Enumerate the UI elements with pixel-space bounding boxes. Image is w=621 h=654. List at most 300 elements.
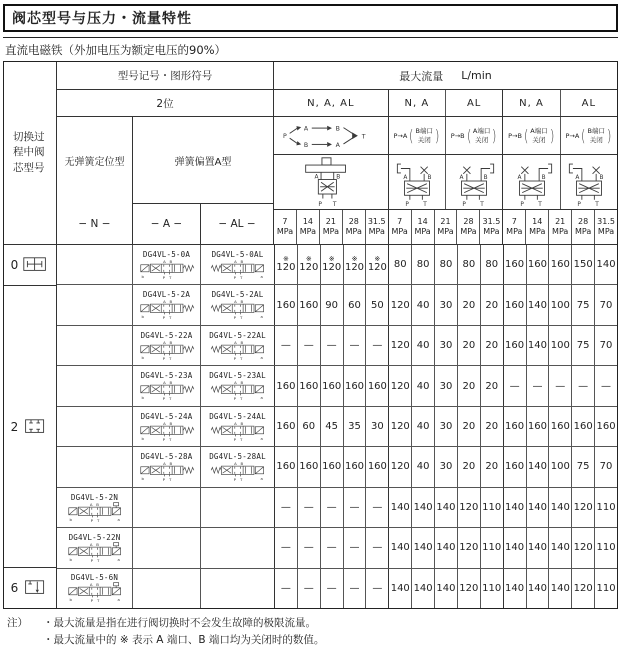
paren-right: ) [492,126,497,145]
value-cell: 160 [505,299,525,311]
valve-symbol-n-icon [63,542,127,563]
row-group-2 [4,285,56,567]
model-cell-a [132,366,200,405]
svg-text:B: B [599,175,604,182]
svg-text:A: A [233,380,237,386]
pressure-unit: MPa [529,227,546,236]
value-cell: 140 [594,245,617,284]
value-cell: 40 [411,326,434,365]
model-number: DG4VL-5-28AL [209,452,266,462]
svg-text:A: A [162,420,166,426]
svg-text:T: T [168,396,171,401]
value-cell: 160 [297,447,320,486]
group-label: N, A, AL [307,97,355,109]
value-cell: 70 [594,285,617,324]
value-group-2 [388,326,502,365]
value-cell: 140 [505,542,525,554]
circuit-diagram-cell [445,155,502,209]
model-cell-n [57,569,132,608]
value-group-2 [388,407,502,446]
spool-number-column [4,245,56,608]
pressure-value: 14 [417,217,428,227]
value-cell: — [297,488,320,527]
table-row [57,527,617,567]
value-group-1 [275,407,388,446]
flow-group-1-pressures [274,210,388,244]
closed-word: 关闭 [589,135,603,144]
row-values [274,285,617,324]
value-cell: 120 [390,420,410,432]
svg-text:T: T [239,355,242,361]
row-values [274,488,617,527]
svg-text:B: B [240,258,243,264]
flow-group-3-diagrams [502,155,617,209]
value-cell: — [365,569,388,608]
model-cell-al [200,488,274,527]
svg-text:T: T [96,517,99,523]
value-cell: — [343,326,366,365]
group-label: AL [560,90,617,116]
svg-text:P: P [577,202,581,208]
valve-circuit-b-open-icon [507,156,557,208]
value-group-2 [388,245,502,284]
svg-text:A: A [233,420,237,426]
svg-text:b: b [140,435,144,441]
svg-text:B: B [169,420,172,426]
model-cell-a [132,488,200,527]
value-cell: 120 [457,569,480,608]
flow-group-1-diagrams [274,155,388,209]
flow-group-3-paths [502,117,617,154]
circuit-diagram-cell [560,155,617,209]
value-group-3 [503,447,617,486]
svg-text:P: P [233,477,236,482]
svg-text:P: P [233,315,236,320]
paren-right: ) [549,126,554,145]
value-cell: 140 [526,569,549,608]
pressure-header-cell [365,210,388,244]
svg-text:b: b [140,314,144,320]
value-cell: 75 [571,285,594,324]
value-cell: 80 [480,245,503,284]
model-number: DG4VL-5-2A [142,290,191,300]
value-group-2 [388,447,502,486]
value-cell: 160 [526,407,549,446]
closed-word: 关闭 [417,135,431,144]
svg-text:P: P [162,436,165,442]
value-cell: 110 [594,569,617,608]
value-cell: 70 [594,447,617,486]
value-cell: — [320,528,343,567]
value-cell: 20 [480,326,503,365]
value-cell: 140 [390,542,410,554]
closed-port: B端口 [415,127,433,136]
value-cell: — [280,501,291,513]
svg-text:b: b [68,516,72,522]
svg-text:T: T [537,202,542,208]
model-number: DG4VL-5-22AL [209,330,266,340]
pressure-value: 14 [532,217,543,227]
valve-symbol-n-icon [63,502,127,523]
model-cell-a [132,285,200,324]
svg-text:B: B [240,420,243,426]
value-cell: 120 [571,488,594,527]
value-cell: 100 [548,447,571,486]
value-cell: 140 [411,528,434,567]
table-row [57,325,617,365]
model-number: DG4VL-5-2N [70,492,119,502]
value-cell: — [571,366,594,405]
flow-group-2-labels [388,90,503,116]
pressure-header-cell [434,210,457,244]
svg-text:B: B [335,125,340,133]
pressure-header-cell [479,210,502,244]
flow-group-3-labels [502,90,617,116]
svg-text:B: B [169,461,172,467]
flow-unit-label: L/min [461,69,492,82]
value-cell: 160 [505,461,525,473]
circuit-diagram-cell [503,155,559,209]
value-cell: 120 [571,528,594,567]
col-header-model-symbol: 型号记号・图形符号 [57,62,273,90]
valve-symbol-a-icon [135,380,199,401]
svg-text:A: A [314,174,319,181]
svg-text:A: A [233,258,237,264]
value-cell: 140 [434,488,457,527]
value-group-1 [275,245,388,284]
model-number: DG4VL-5-22N [68,533,121,543]
svg-text:B: B [483,175,488,182]
valve-circuit-main-icon [293,156,369,209]
paren-right: ) [434,126,440,145]
value-cell: 70 [594,326,617,365]
svg-text:B: B [169,258,172,264]
pressure-value: 28 [348,217,359,227]
value-group-2 [388,488,502,527]
subtitle: 直流电磁铁（外加电压为额定电压的90%） [5,43,227,57]
model-number: DG4VL-5-2AL [211,290,264,300]
svg-text:A: A [303,125,308,133]
table-row [57,568,617,608]
svg-text:b: b [140,395,144,401]
valve-symbol-a-icon [135,259,199,280]
svg-text:A: A [335,142,340,150]
pressure-value: 28 [463,217,474,227]
value-group-3 [503,285,617,324]
model-cell-al [200,528,274,567]
flow-group-1-labels [274,90,388,116]
model-cell-a [132,326,200,365]
value-cell: 80 [457,245,480,284]
row-values [274,569,617,608]
flow-group-2-pressures [388,210,503,244]
value-group-2 [388,285,502,324]
model-header-block [56,62,273,244]
svg-text:P: P [162,477,165,482]
notes-label: 注） [7,617,28,629]
svg-text:A: A [233,461,237,467]
value-cell: 30 [434,407,457,446]
pressure-unit: MPa [391,227,408,236]
row-values [274,528,617,567]
svg-text:T: T [96,557,99,563]
model-cell-al [200,447,274,486]
value-number: 120 [276,262,296,274]
value-group-1 [275,447,388,486]
spool-6-icon [22,579,49,597]
svg-text:T: T [168,315,171,320]
page-title [3,4,618,32]
value-cell: 120 [457,528,480,567]
value-cell: 110 [594,488,617,527]
value-cell: 160 [276,420,296,432]
value-cell: — [343,488,366,527]
svg-text:P: P [233,274,236,280]
model-cell-a [132,245,200,284]
svg-text:T: T [239,315,242,320]
pressure-header-cell [594,210,617,244]
flow-path-main-cell [274,117,388,154]
svg-text:P: P [162,355,165,361]
value-group-3 [503,407,617,446]
value-group-3 [503,488,617,527]
svg-text:b: b [140,355,144,361]
value-cell: — [594,366,617,405]
svg-text:B: B [169,299,172,305]
value-cell: 60 [297,407,320,446]
value-cell: 110 [594,528,617,567]
value-cell: 160 [505,420,525,432]
value-group-3 [503,528,617,567]
valve-symbol-a-icon [135,421,199,442]
value-cell: — [280,340,291,352]
svg-text:P: P [282,133,287,141]
paren-right: ) [606,126,612,145]
svg-text:T: T [239,396,242,401]
value-cell: — [343,569,366,608]
page-title-text: 阀芯型号与压力・流量特性 [12,11,192,27]
value-cell: 20 [480,285,503,324]
closed-port: A端口 [472,127,491,136]
value-cell: — [297,569,320,608]
value-cell: 140 [505,501,525,513]
row-group-0 [4,245,56,285]
value-cell: — [320,326,343,365]
svg-text:B: B [541,175,546,182]
pressure-value: 31.5 [367,217,386,227]
value-cell: 140 [526,326,549,365]
model-number: DG4VL-5-6N [70,573,119,583]
model-cell-a [132,407,200,446]
model-cell-al [200,285,274,324]
value-cell: 120 [390,340,410,352]
value-group-3 [503,569,617,608]
valve-symbol-a-icon [135,461,199,482]
model-number: DG4VL-5-0AL [211,249,264,259]
svg-text:P: P [90,557,93,563]
flow-path-cell [445,117,502,154]
svg-text:A: A [575,175,580,182]
svg-text:A: A [162,380,166,386]
svg-text:b: b [140,274,144,280]
pressure-header-cell [503,210,525,244]
svg-text:a: a [260,274,263,280]
value-cell: — [365,326,388,365]
closed-port-note [588,127,605,143]
pressure-header-cell [548,210,571,244]
svg-text:B: B [95,582,99,588]
pressure-header-cell [274,210,296,244]
model-cell-al [200,569,274,608]
svg-text:A: A [233,339,237,345]
svg-text:T: T [361,133,366,141]
paren-left: ( [581,126,586,145]
col-header-a: − A − [150,218,183,230]
note-line: ・最大流量是指在进行阀切换时不会发生故障的极限流量。 [43,617,316,629]
svg-text:T: T [168,274,171,280]
svg-text:T: T [595,202,599,208]
value-cell: 30 [434,366,457,405]
model-cell-n [57,528,132,567]
svg-text:T: T [168,355,171,361]
svg-text:T: T [168,436,171,442]
value-cell: 160 [526,245,549,284]
model-cell-n [57,407,132,446]
value-cell: 20 [480,366,503,405]
flow-path-row [274,117,617,155]
model-number: DG4VL-5-24A [140,411,193,421]
row-group-label: 2 [10,419,19,434]
value-number: 120 [299,262,319,274]
pressure-unit: MPa [368,227,385,236]
valve-symbol-n-icon [63,582,127,603]
col-a-al-header [132,117,273,244]
value-cell: 30 [434,447,457,486]
table-body [4,245,617,608]
model-cell-al [200,366,274,405]
value-cell: — [365,488,388,527]
valve-symbol-al-icon [206,380,270,401]
value-cell: 160 [343,447,366,486]
value-cell: 100 [548,285,571,324]
flow-diagram-main-icon [281,118,381,153]
model-subheaders [57,117,273,244]
pressure-header-cell [342,210,365,244]
paren-left: ( [523,126,529,145]
svg-text:a: a [117,557,120,563]
svg-text:T: T [332,201,337,208]
table-row [57,284,617,324]
value-cell: 120 [390,380,410,392]
value-cell: — [297,528,320,567]
value-group-1 [275,488,388,527]
svg-text:P: P [233,396,236,401]
svg-text:T: T [239,477,242,482]
col-n-header [57,117,132,244]
svg-text:B: B [336,174,341,181]
value-cell: — [526,366,549,405]
value-group-1 [275,326,388,365]
circuit-diagram-row [274,155,617,210]
table-row [57,406,617,446]
closed-port: B端口 [587,127,605,136]
valve-symbol-al-icon [206,259,270,280]
svg-text:B: B [240,339,243,345]
value-cell [320,245,343,284]
value-cell: 160 [505,259,525,271]
model-cell-a [132,528,200,567]
value-number: 120 [367,262,387,274]
col-header-spool-text: 切换过程中阀芯型号 [13,131,45,174]
value-group-1 [275,285,388,324]
value-cell: 120 [457,488,480,527]
model-cell-al [200,407,274,446]
value-cell: 140 [434,569,457,608]
value-cell: 40 [411,285,434,324]
reference-mark: ※ [328,254,335,263]
pressure-header-cell [319,210,342,244]
value-cell [297,245,320,284]
value-cell: 20 [480,447,503,486]
row-values [274,447,617,486]
value-cell: 140 [434,528,457,567]
svg-text:P: P [90,517,93,523]
flow-characteristics-table [3,61,618,609]
model-cell-al [200,245,274,284]
value-cell: 140 [390,582,410,594]
pressure-value: 31.5 [597,217,615,227]
svg-text:a: a [260,476,263,482]
value-cell: 120 [390,461,410,473]
value-cell: 60 [343,285,366,324]
svg-text:T: T [239,436,242,442]
max-flow-header-block [273,62,617,244]
circuit-diagram-cell [389,155,445,209]
closed-word: 关闭 [532,135,546,144]
svg-text:P: P [90,598,93,603]
value-cell: 40 [411,366,434,405]
model-cell-n [57,326,132,365]
value-cell: 140 [526,447,549,486]
pressure-unit: MPa [506,227,523,236]
model-cell-n [57,285,132,324]
value-cell [343,245,366,284]
value-cell: — [548,366,571,405]
value-cell: 110 [480,569,503,608]
value-cell: 160 [276,461,296,473]
svg-text:B: B [169,339,172,345]
pressure-unit: MPa [322,227,339,236]
model-cell-al [200,326,274,365]
flow-group-2-diagrams [388,155,503,209]
note-line: ・最大流量中的 ※ 表示 A 端口、B 端口均为关闭时的数值。 [43,633,325,646]
value-cell: 160 [320,366,343,405]
group-label: N, A [404,97,430,109]
value-cell: 160 [505,340,525,352]
value-cell: 35 [343,407,366,446]
value-group-2 [388,528,502,567]
svg-text:P: P [162,315,165,320]
value-cell: 160 [297,285,320,324]
row-group-label: 6 [10,580,19,595]
value-cell: 80 [411,245,434,284]
pressure-unit: MPa [276,227,294,236]
group-label: N, A [519,97,544,109]
valve-symbol-al-icon [206,421,270,442]
value-cell: 140 [526,488,549,527]
pressure-header-cell [389,210,411,244]
paren-left: ( [409,126,414,145]
